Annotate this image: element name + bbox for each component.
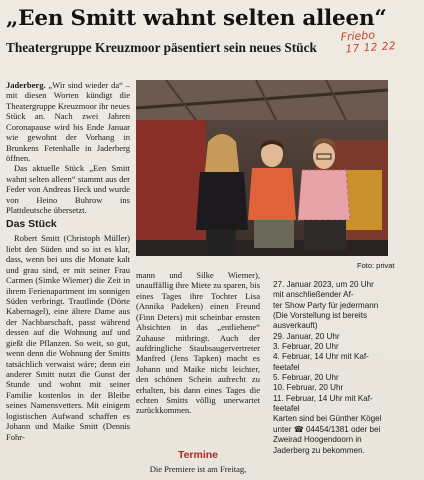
handwritten-date: 17 12 22 xyxy=(345,39,397,56)
schedule-column xyxy=(273,280,389,456)
schedule-line: 29. Januar, 20 Uhr xyxy=(273,331,340,341)
schedule-line: feetafel xyxy=(273,362,300,372)
schedule-line: ausverkauft) xyxy=(273,321,318,331)
schedule-line: mit anschließender Af- xyxy=(273,290,354,300)
termine-intro: Die Premiere ist am Freitag, xyxy=(149,464,247,474)
handwritten-note xyxy=(340,25,422,57)
section-heading-das-stueck: Das Stück xyxy=(6,218,57,231)
intro-text-2: Das aktuelle Stück „Een Smitt wahnt selten alleen“ stammt aus der Feder von Andreas Heck und wurde von Heino Buhrow ins Plattdeutsche übersetzt. xyxy=(6,163,130,216)
headline: „Een Smitt wahnt selten alleen“ xyxy=(6,6,387,31)
stage-photo-illustration xyxy=(136,80,388,256)
schedule-line: ter Show Party für jedermann xyxy=(273,300,379,310)
ticket-info: Karten sind bei Günther Kögel unter ☎ 04454/1381 oder bei Zweirad Hoogendoorn in Jaderberg zu bekommen. xyxy=(273,414,382,455)
schedule-line: feetafel xyxy=(273,404,300,414)
intro-text: „Wir sind wieder da“ – mit diesen Worten kündigt die Theatergruppe Kreuzmoor ihr neues Stück an. Nach zwei Jahren Coronapause wird bis Ende Januar wie gewohnt der Vorhang in Brunkens Fetenhalle in Jaderberg öffnen. xyxy=(6,80,130,163)
schedule-line: 3. Februar, 20 Uhr xyxy=(273,342,339,352)
article-column-2 xyxy=(136,270,260,416)
subheadline: Theatergruppe Kreuzmoor päsentiert sein neues Stück xyxy=(6,40,317,55)
section-1-text: Robert Smitt (Christoph Müller) liebt den Süden und so ist es klar, dass, wenn bei uns die Monate kalt und grau sind, er mit seiner Frau Carmen (Simke Wiemer) die Zeit in ihrem Ferienapartment im sonnigen Süden verbringt. Trautlinde (Dörte Kabernagel), eine ältere Dame aus der Nachbarschaft, passt während dessen auf die Wohnung auf und gießt die Pflanzen. So weit, so gut, wenn denn die Wohnung der Smitts tatsächlich verwaist wäre; denn ein anderer Smitt nutzt die Gunst der Stunde und wohnt mit seiner Familie kostenlos in der Bleibe seines Namensvetters. Mit einigem logistischen Aufwand schaffen es Johann und Maike Smitt (Dennis Fohr- xyxy=(6,233,130,442)
schedule-line: 10. Februar, 20 Uhr xyxy=(273,383,344,393)
schedule-line: 5. Februar, 20 Uhr xyxy=(273,373,339,383)
column-2-text: mann und Silke Wiemer), unauffällig ihre Miete zu sparen, bis eines Tages ihre Tochter Lisa (Annika Padeken) einen Freund (Finn Deters) mit scheinbar ernsten Absichten in das „entliehene“ Zuhause mitbringt. Auch der aufdringliche Staubsaugervertreter Manfred (Jens Tapken) macht es Johann und Maike nicht leichter, den schönen Schein aufrecht zu erhalten, bis dann eines Tages die echten Smitts völlig unerwartet zurückkommen. xyxy=(136,270,260,416)
schedule-line: 27. Januar 2023, um 20 Uhr xyxy=(273,280,374,289)
schedule-line: 11. Februar, 14 Uhr mit Kaf- xyxy=(273,393,373,403)
article-column-1 xyxy=(6,80,130,442)
photo-credit: Foto: privat xyxy=(357,261,395,270)
schedule-line: 4. Februar, 14 Uhr mit Kaf- xyxy=(273,352,369,362)
dateline: Jaderberg. xyxy=(6,80,46,90)
section-heading-termine: Termine xyxy=(177,449,219,461)
stage-photo xyxy=(136,80,388,256)
handwritten-source: Friebo xyxy=(340,28,376,44)
schedule-line: (Die Vorstellung ist bereits xyxy=(273,311,368,321)
